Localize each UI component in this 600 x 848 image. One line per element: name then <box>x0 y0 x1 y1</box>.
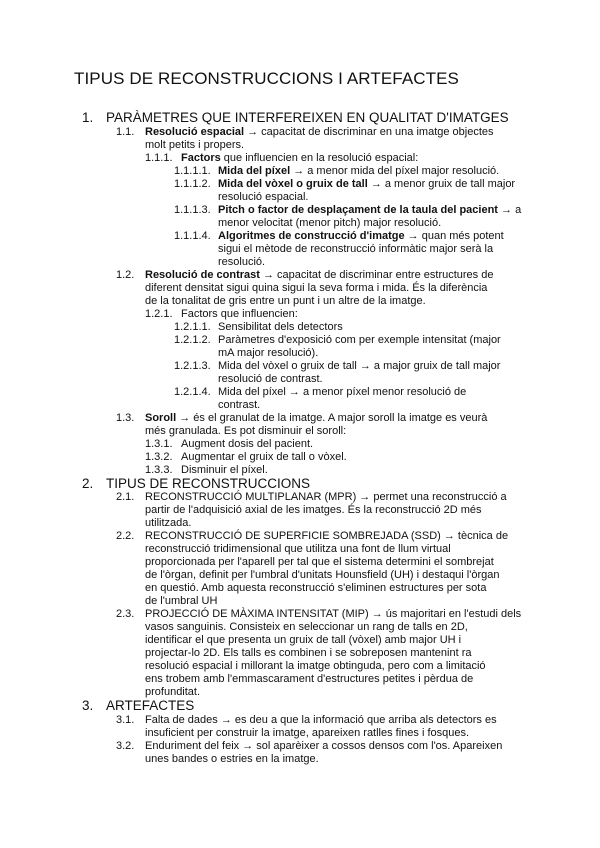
section-3-heading: ARTEFACTES <box>106 698 195 713</box>
item-1-2-1-3-cont: resolució de contrast. <box>218 373 323 385</box>
item-1-3-cont: més granulada. Es pot disminuir el soroll: <box>145 425 347 437</box>
document-title: TIPUS DE RECONSTRUCCIONS I ARTEFACTES <box>74 69 459 88</box>
item-1-1-term: Resolució espacial <box>145 126 245 138</box>
item-1-1-1-2-term: Mida del vòxel o gruix de tall <box>218 178 368 190</box>
item-1-1-1-2-cont: resolució espacial. <box>218 191 309 203</box>
item-1-2-1-1-text: Sensibilitat dels detectors <box>218 321 343 333</box>
item-3-1-line-2: insuficient per construir la imatge, apareixen ratlles fines i fosques. <box>145 727 470 739</box>
item-1-2-1-1-number: 1.2.1.1. <box>174 321 211 333</box>
item-1-1-1-4-cont-2: resolució. <box>218 256 266 268</box>
item-2-3-line-2: vasos sanguinis. Consisteix en seleccionar un rang de talls en 2D, <box>145 621 468 633</box>
item-1-3-2-text: Augmentar el gruix de tall o vòxel. <box>181 451 347 463</box>
item-3-2-number: 3.2. <box>116 740 135 752</box>
item-1-1-1-3-term: Pitch o factor de desplaçament de la taula del pacient <box>218 204 498 216</box>
item-1-2-1-4-text: Mida del píxel → a menor píxel menor resolució de <box>218 386 467 398</box>
item-1-2-term: Resolució de contrast <box>145 269 260 281</box>
item-2-2-line-4: de l'òrgan, definit per l'umbral d'unitats Hounsfield (UH) i destaqui l'òrgan <box>145 569 500 581</box>
item-1-2-cont-2: de la tonalitat de gris entre un punt i un altre de la imatge. <box>145 295 426 307</box>
item-2-2-line-2: reconstrucció tridimensional que utilitza una font de llum virtual <box>145 543 451 555</box>
item-1-1-1-2-text: → a menor gruix de tall major <box>367 178 516 190</box>
item-2-3-number: 2.3. <box>116 608 135 620</box>
item-1-2-1-2-number: 1.2.1.2. <box>174 334 211 346</box>
item-1-2-1-number: 1.2.1. <box>145 308 173 320</box>
item-1-1-text: → capacitat de discriminar en una imatge objectes <box>244 126 494 138</box>
item-2-3-line-6: ens trobem amb l'emmascarament d'estructures petites i pèrdua de <box>145 673 474 685</box>
item-1-1-1-1-text: → a menor mida del píxel major resolució. <box>290 165 500 177</box>
item-1-1-1-3-number: 1.1.1.3. <box>174 204 211 216</box>
item-1-3-text: → és el granulat de la imatge. A major soroll la imatge es veurà <box>176 412 488 424</box>
item-1-2-1-text: Factors que influencien: <box>181 308 298 320</box>
section-1-number: 1. <box>82 110 94 125</box>
item-2-2-line-6: de l'umbral UH <box>145 595 218 607</box>
item-1-1-1-1-term: Mida del píxel <box>218 165 291 177</box>
item-1-2-line <box>145 269 493 282</box>
item-1-2-1-3-text: Mida del vòxel o gruix de tall → a major gruix de tall major <box>218 360 501 372</box>
item-1-1-1-4-term: Algoritmes de construcció d'imatge <box>218 230 405 242</box>
item-1-2-1-4-cont: contrast. <box>218 399 261 411</box>
item-1-3-3-text: Disminuir el píxel. <box>181 464 268 476</box>
item-1-1-1-3-line <box>218 204 521 217</box>
item-1-1-1-4-cont-1: sigui el mètode de reconstrucció informàtic major serà la <box>218 243 494 255</box>
section-2-number: 2. <box>82 476 94 491</box>
item-1-2-1-2-cont: mA major resolució). <box>218 347 319 359</box>
item-1-1-1-4-number: 1.1.1.4. <box>174 230 211 242</box>
item-1-3-3-number: 1.3.3. <box>145 464 173 476</box>
item-3-2-line-2: unes bandes o estries en la imatge. <box>145 753 319 765</box>
item-1-1-1-text: que influencien en la resolució espacial: <box>220 152 419 164</box>
item-1-1-1-2-number: 1.1.1.2. <box>174 178 211 190</box>
item-1-1-1-2-line <box>218 178 515 191</box>
item-1-1-number: 1.1. <box>116 126 135 138</box>
item-1-2-1-2-text: Paràmetres d'exposició com per exemple intensitat (major <box>218 334 501 346</box>
item-1-3-number: 1.3. <box>116 412 135 424</box>
item-1-3-1-number: 1.3.1. <box>145 438 173 450</box>
section-1-heading: PARÀMETRES QUE INTERFEREIXEN EN QUALITAT D'IMATGES <box>106 110 509 125</box>
item-1-2-1-3-number: 1.2.1.3. <box>174 360 211 372</box>
item-1-3-term: Soroll <box>145 412 177 424</box>
item-1-3-2-number: 1.3.2. <box>145 451 173 463</box>
item-1-1-1-4-line <box>218 230 504 243</box>
item-1-3-1-text: Augment dosis del pacient. <box>181 438 314 450</box>
item-1-1-line <box>145 126 494 139</box>
item-1-2-cont-1: diferent densitat sigui quina sigui la seva forma i mida. És la diferència <box>145 282 488 294</box>
item-1-3-line <box>145 412 487 425</box>
item-1-1-1-term: Factors <box>181 152 221 164</box>
item-3-2-line-1: Enduriment del feix → sol aparèixer a cossos densos com l'os. Apareixen <box>145 740 503 752</box>
item-1-2-number: 1.2. <box>116 269 135 281</box>
item-2-2-number: 2.2. <box>116 530 135 542</box>
item-2-3-line-3: identificar el que presenta un gruix de tall (vòxel) amb major UH i <box>145 634 462 646</box>
item-2-1-line-2: partir de l'adquisició axial de les imatges. És la reconstrucció 2D més <box>145 504 482 516</box>
item-1-2-1-4-number: 1.2.1.4. <box>174 386 211 398</box>
item-1-1-1-3-cont: menor velocitat (menor pitch) major resolució. <box>218 217 442 229</box>
item-2-3-line-1: PROJECCIÓ DE MÀXIMA INTENSITAT (MIP) → ús majoritari en l'estudi dels <box>145 608 522 620</box>
item-1-1-1-line <box>181 152 418 165</box>
section-2-heading: TIPUS DE RECONSTRUCCIONS <box>106 476 311 491</box>
item-2-2-line-3: proporcionada per l'aparell per tal que el sistema determini el sombrejat <box>145 556 494 568</box>
item-1-1-1-number: 1.1.1. <box>145 152 173 164</box>
item-1-1-1-3-text: → a <box>497 204 522 216</box>
item-2-2-line-1: RECONSTRUCCIÓ DE SUPERFICIE SOMBREJADA (SSD) → tècnica de <box>145 530 509 542</box>
item-1-2-text: → capacitat de discriminar entre estructures de <box>259 269 494 281</box>
item-2-1-line-3: utilitzada. <box>145 517 192 529</box>
item-1-1-1-1-number: 1.1.1.1. <box>174 165 211 177</box>
item-1-1-cont: molt petits i propers. <box>145 139 245 151</box>
item-1-1-1-4-text: → quan més potent <box>404 230 504 242</box>
item-2-1-number: 2.1. <box>116 491 135 503</box>
item-2-1-line-1: RECONSTRUCCIÓ MULTIPLANAR (MPR) → permet una reconstrucció a <box>145 491 507 503</box>
item-1-1-1-1-line <box>218 165 499 178</box>
item-2-2-line-5: en questió. Amb aquesta reconstrucció s'eliminen estructures per sota <box>145 582 487 594</box>
item-2-3-line-5: resolució espacial i millorant la imatge obtinguda, pero com a limitació <box>145 660 486 672</box>
item-3-1-number: 3.1. <box>116 714 135 726</box>
item-2-3-line-4: projectar-lo 2D. Els talls es combinen i se sobreposen mantenint ra <box>145 647 472 659</box>
section-3-number: 3. <box>82 698 94 713</box>
item-3-1-line-1: Falta de dades → es deu a que la informació que arriba als detectors es <box>145 714 497 726</box>
item-2-3-line-7: profunditat. <box>145 686 201 698</box>
